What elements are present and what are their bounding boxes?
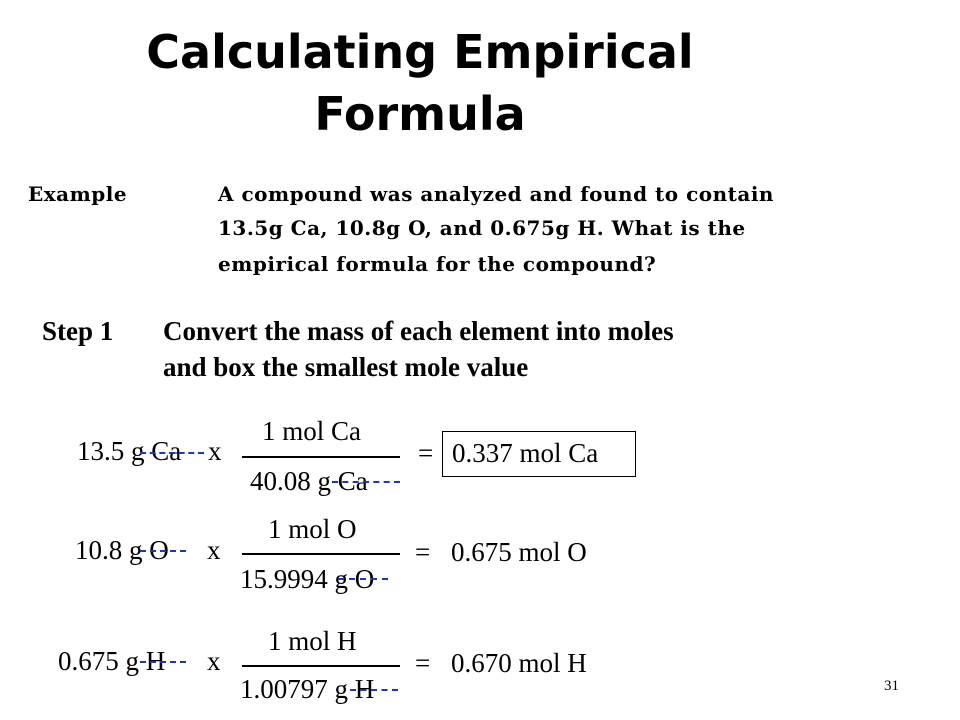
fraction-bar-o	[242, 553, 400, 555]
step-text-line-2: and box the smallest mole value	[163, 352, 529, 382]
numerator-h: 1 mol H	[268, 626, 357, 656]
numerator-ca: 1 mol Ca	[262, 416, 361, 446]
mass-h: 0.675 g H	[58, 646, 166, 676]
cancel-mark-ca-denominator	[332, 481, 400, 483]
equals-sign-h: =	[415, 648, 431, 678]
step-label: Step 1	[42, 316, 114, 346]
fraction-bar-h	[242, 665, 400, 667]
slide-title-line-1: Calculating Empirical	[146, 25, 694, 79]
times-sign-ca: x	[208, 436, 222, 466]
denominator-o: 15.9994 g O	[240, 564, 375, 594]
result-ca: 0.337 mol Ca	[452, 438, 599, 468]
cancel-mark-h-denominator	[350, 689, 398, 691]
equals-sign-ca: =	[418, 438, 434, 468]
slide-title-line-2: Formula	[314, 87, 526, 141]
denominator-h: 1.00797 g H	[240, 674, 375, 704]
result-o: 0.675 mol O	[451, 537, 587, 567]
cancel-mark-h-mass	[140, 661, 186, 663]
times-sign-o: x	[207, 535, 221, 565]
step-text-line-1: Convert the mass of each element into moles	[163, 316, 674, 346]
numerator-o: 1 mol O	[268, 514, 357, 544]
denominator-ca: 40.08 g Ca	[250, 466, 368, 496]
mass-ca: 13.5 g Ca	[77, 436, 182, 466]
example-text-line-1: A compound was analyzed and found to contain	[218, 182, 774, 206]
times-sign-h: x	[207, 646, 221, 676]
example-text-line-2: 13.5g Ca, 10.8g O, and 0.675g H. What is the	[218, 216, 746, 240]
fraction-bar-ca	[242, 456, 400, 458]
example-text-line-3: empirical formula for the compound?	[218, 252, 657, 276]
equals-sign-o: =	[415, 537, 431, 567]
example-label: Example	[28, 182, 128, 206]
result-h: 0.670 mol H	[451, 648, 587, 678]
mass-o: 10.8 g O	[75, 535, 169, 565]
cancel-mark-ca-mass	[140, 452, 204, 454]
page-number: 31	[884, 678, 899, 694]
cancel-mark-o-denominator	[338, 578, 388, 580]
cancel-mark-o-mass	[140, 550, 186, 552]
